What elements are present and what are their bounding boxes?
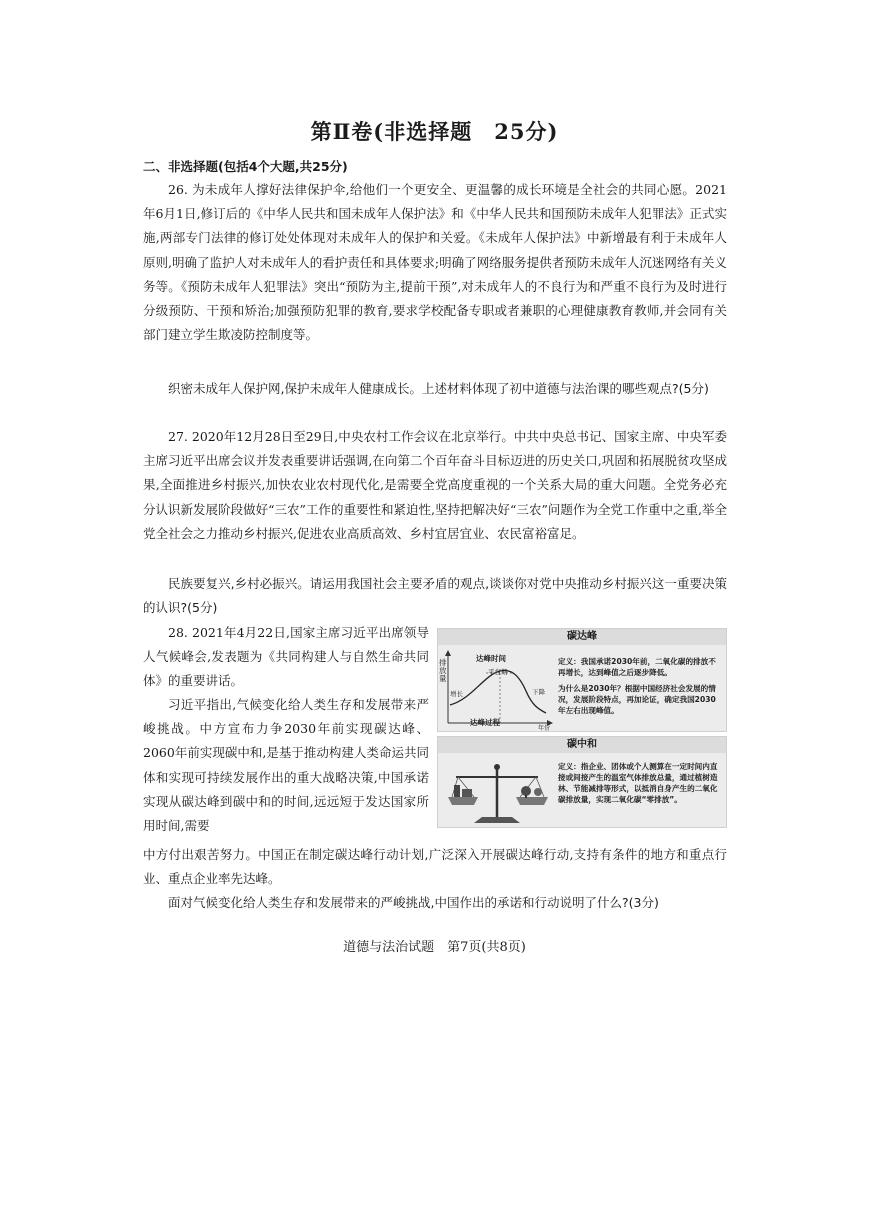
page-title: 第Ⅱ卷(非选择题 25分) <box>310 119 559 144</box>
peak-process-label: 达峰过程 <box>470 718 500 727</box>
q26-question: 织密未成年人保护网,保护未成年人健康成长。上述材料体现了初中道德与法治课的哪些观点?(5分) <box>168 381 709 396</box>
q27-material: 27. 2020年12月28日至29日,中央农村工作会议在北京举行。中共中央总书记、国家主席、中央军委主席习近平出席会议并发表重要讲话强调,在向第二个百年奋斗目标迈进的历史关口,巩固和拓展脱贫攻坚成果,全面推进乡村振兴,加快农业农村现代化,是需要全党高度重视的一个关系大局的重大问题。全党务必充分认识新发展阶段做好“三农”工作的重要性和紧迫性,坚持把解决好“三农”问题作为全党工作重中之重,举全党全社会之力推动乡村振兴,促进农业高质高效、乡村宜居宜业、农民富裕富足。 <box>143 429 727 541</box>
factory-building-icon <box>462 789 472 797</box>
y-axis-arrow <box>445 650 451 656</box>
q28-material-part2: 中方付出艰苦努力。中国正在制定碳达峰行动计划,广泛深入开展碳达峰行动,支持有条件的地方和重点行业、重点企业率先达峰。 <box>143 847 727 887</box>
plateau-label: 平台期 <box>488 668 508 676</box>
q28-question: 面对气候变化给人类生存和发展带来的严峻挑战,中国作出的承诺和行动说明了什么?(3分) <box>168 895 659 910</box>
carbon-neutral-title: 碳中和 <box>438 737 726 753</box>
page-footer: 道德与法治试题 第7页(共8页) <box>343 940 526 955</box>
scale-pivot <box>494 764 500 770</box>
factory-icon <box>454 785 460 797</box>
section-heading: 二、非选择题(包括4个大题,共25分) <box>143 159 348 174</box>
fall-label: 下降 <box>532 688 545 696</box>
carbon-peak-definition: 定义：我国承诺2030年前，二氧化碳的排放不再增长，达到峰值之后逐步降低。 <box>558 657 716 677</box>
scale-base <box>474 817 520 823</box>
q26-material: 26. 为未成年人撑好法律保护伞,给他们一个更安全、更温馨的成长环境是全社会的共同心愿。2021年6月1日,修订后的《中华人民共和国未成年人保护法》和《中华人民共和国预防未成年人犯罪法》正式实施,两部专门法律的修订处处体现对未成年人的保护和关爱。《未成年人保护法》中新增最有利于未成年人原则,明确了监护人对未成年人的看护责任和具体要求;明确了网络服务提供者预防未成年人沉迷网络有关义务等。《预防未成年人犯罪法》突出“预防为主,提前干预”,对未成年人的不良行为和严重不良行为及时进行分级预防、干预和矫治;加强预防犯罪的教育,要求学校配备专职或者兼职的心理健康教育教师,并会同有关部门建立学生欺凌防控制度等。 <box>143 182 727 343</box>
peak-time-label: 达峰时间 <box>476 654 506 663</box>
y-axis-label: 排放量 <box>439 658 447 683</box>
balance-scale-illustration <box>444 757 550 825</box>
x-axis-label: 年份 <box>538 725 551 732</box>
q28-intro: 28. 2021年4月22日,国家主席习近平出席领导人气候峰会,发表题为《共同构建人与自然生命共同体》的重要讲话。 <box>143 625 429 689</box>
carbon-peak-why: 为什么是2030年？根据中国经济社会发展的情况，发展阶段特点，再加论证，确定我国2030年左右出现峰值。 <box>558 684 716 715</box>
q27-question: 民族要复兴,乡村必振兴。请运用我国社会主要矛盾的观点,谈谈你对党中央推动乡村振兴这一重要决策的认识?(5分) <box>143 576 727 616</box>
rise-label: 增长 <box>450 690 463 698</box>
carbon-neutral-panel <box>437 736 727 828</box>
tree-icon <box>521 786 531 796</box>
left-pan <box>448 797 478 805</box>
right-pan <box>516 797 548 805</box>
tree-trunk <box>525 795 527 798</box>
tree-icon <box>534 788 542 796</box>
q28-material-part1: 习近平指出,气候变化给人类生存和发展带来严峻挑战。中方宣布力争2030年前实现碳达峰、2060年前实现碳中和,是基于推动构建人类命运共同体和实现可持续发展作出的重大战略决策,中国承诺实现从碳达峰到碳中和的时间,远远短于发达国家所用时间,需要 <box>143 697 429 834</box>
carbon-figure <box>437 628 727 828</box>
carbon-neutral-definition: 定义：指企业、团体或个人测算在一定时间内直接或间接产生的温室气体排放总量，通过植树造林、节能减排等形式，以抵消自身产生的二氧化碳排放量，实现二氧化碳“零排放”。 <box>558 762 718 804</box>
carbon-peak-panel <box>437 628 727 732</box>
carbon-peak-title: 碳达峰 <box>438 629 726 645</box>
